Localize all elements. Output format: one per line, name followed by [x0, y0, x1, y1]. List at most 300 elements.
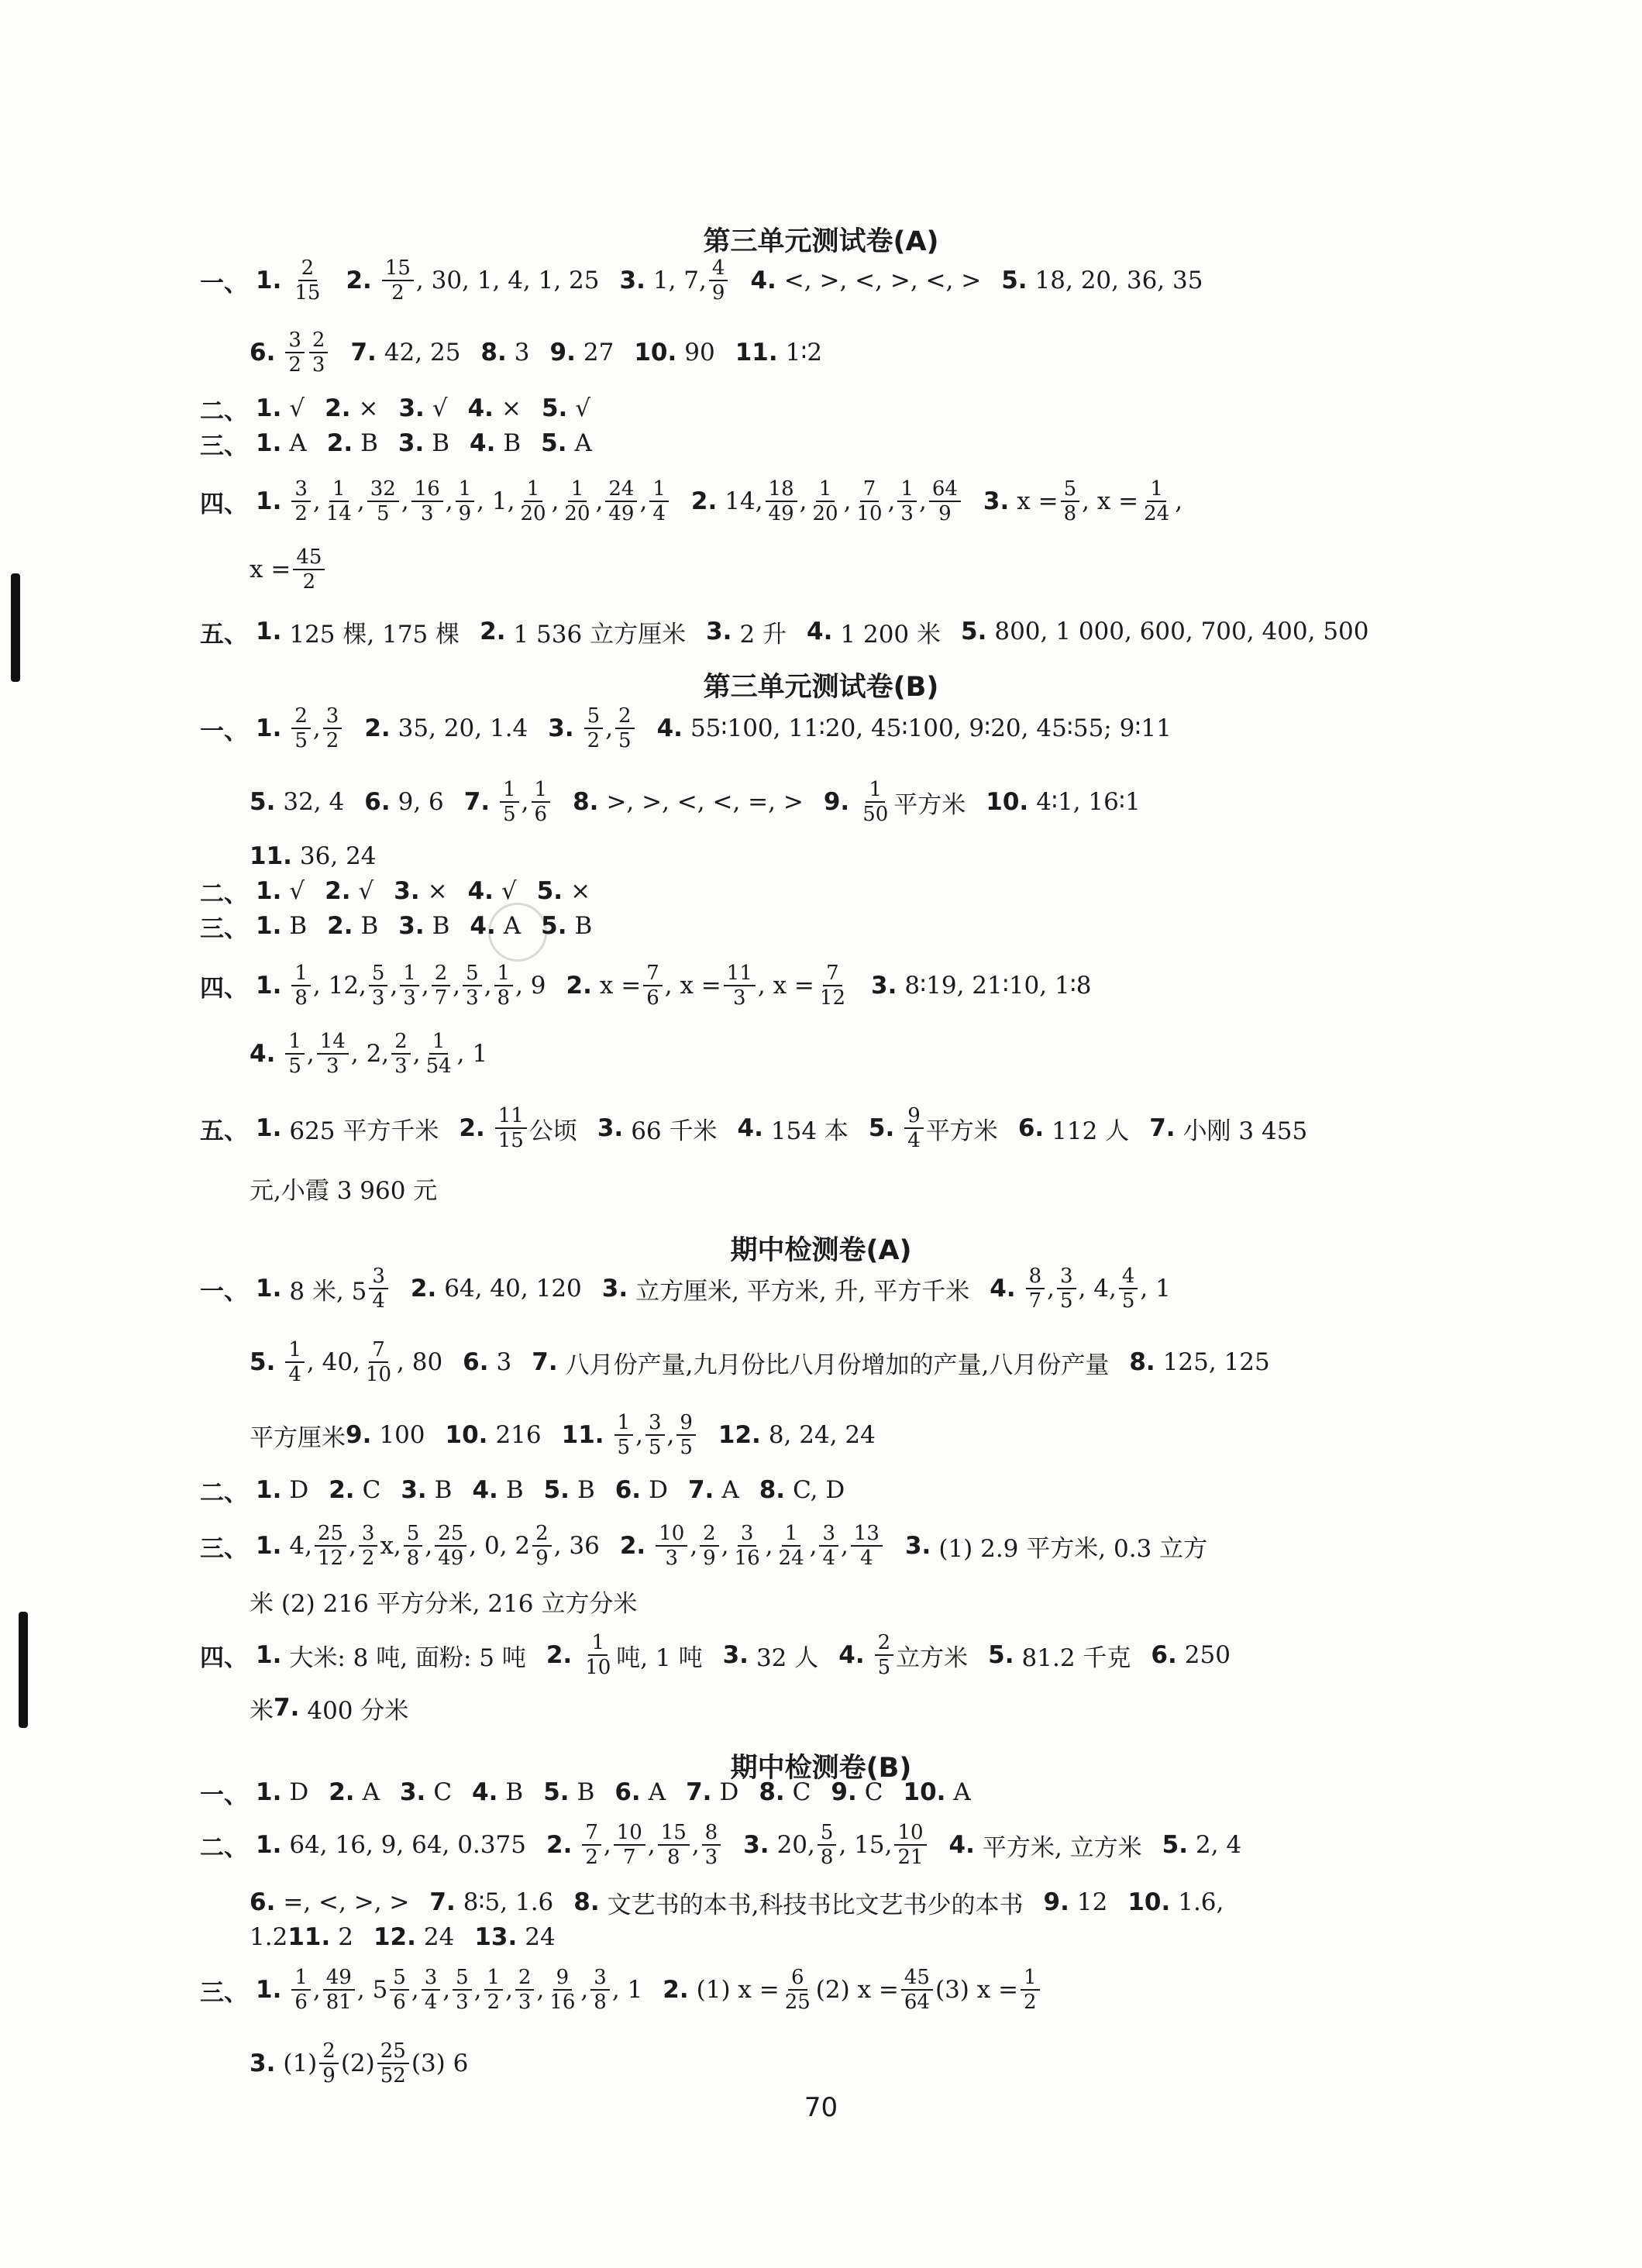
question-number: 3.	[706, 618, 732, 645]
fraction	[400, 962, 419, 1010]
part-label: 五、	[200, 620, 248, 649]
fraction	[894, 1821, 926, 1869]
question-number: 2.	[329, 1476, 355, 1504]
fraction	[700, 1522, 719, 1570]
question-number: 1.	[256, 972, 282, 1000]
fraction-denominator: 12	[819, 986, 845, 1010]
question-number: 3.	[398, 429, 425, 457]
fraction	[582, 1821, 601, 1869]
answer-text: (1) 2.9 平方米, 0.3 立方	[938, 1534, 1208, 1563]
fraction-denominator: 24	[1144, 502, 1170, 525]
answer-line	[200, 1463, 845, 1517]
question-number: 8.	[759, 1778, 785, 1806]
answer-text: ,	[690, 1532, 698, 1560]
fraction	[676, 1411, 696, 1459]
question-number: 3.	[398, 912, 425, 940]
fraction-denominator: 7	[1028, 1289, 1042, 1313]
fraction-numerator: 9	[904, 1104, 924, 1129]
answer-text: , 1,	[477, 487, 515, 515]
fraction-denominator: 4	[907, 1129, 921, 1152]
part-label: 四、	[200, 1643, 248, 1672]
answer-text: 公顷	[528, 1117, 577, 1145]
question-number: 1.	[256, 1976, 282, 2004]
fraction-numerator: 1	[285, 1030, 305, 1055]
fraction-numerator: 3	[422, 1966, 441, 1991]
fraction-numerator: 2	[391, 1030, 411, 1055]
question-number: 1.	[256, 394, 282, 422]
fraction-numerator: 15	[382, 256, 414, 281]
fraction-denominator: 8	[294, 986, 308, 1010]
fraction-denominator: 2	[325, 729, 339, 752]
fraction-numerator: 14	[317, 1030, 349, 1055]
fraction	[875, 1631, 894, 1679]
fraction	[319, 2039, 339, 2087]
fraction	[363, 1338, 394, 1386]
fraction-numerator: 1	[568, 477, 587, 502]
question-number: 2.	[325, 877, 351, 905]
answer-text: 米	[250, 1696, 274, 1725]
question-number: 5.	[536, 877, 563, 905]
answer-text: , 5	[356, 1976, 388, 2004]
fraction-denominator: 3	[326, 1055, 339, 1078]
answer-text: x =	[1017, 487, 1059, 515]
fraction-denominator: 3	[900, 502, 914, 525]
fraction-denominator: 4	[372, 1289, 385, 1313]
question-number: 7.	[1149, 1114, 1176, 1142]
answer-text: >, >, <, <, =, >	[606, 788, 804, 816]
fraction-denominator: 9	[322, 2064, 336, 2087]
part-label: 一、	[200, 1277, 248, 1306]
answer-text: 64, 16, 9, 64, 0.375	[289, 1831, 526, 1859]
fraction-denominator: 10	[365, 1363, 392, 1386]
fraction	[851, 1522, 883, 1570]
part-label: 三、	[200, 914, 248, 943]
part-label: 一、	[200, 717, 248, 745]
fraction-numerator: 16	[411, 477, 443, 502]
fraction	[1119, 1265, 1138, 1313]
answer-text: ×	[501, 394, 522, 422]
fraction-denominator: 4	[288, 1363, 301, 1386]
fraction	[390, 1966, 409, 2014]
answer-text: 1, 7,	[652, 267, 707, 294]
fraction	[614, 1411, 634, 1459]
fraction-denominator: 5	[503, 803, 516, 826]
question-number: 3.	[250, 2049, 276, 2077]
fraction-numerator: 1	[484, 1966, 504, 1991]
answer-line	[200, 1101, 1307, 1155]
fraction	[582, 1631, 614, 1679]
fraction-numerator: 3	[369, 1265, 388, 1289]
fraction	[532, 1522, 552, 1570]
answer-text: 1 536 立方厘米	[513, 620, 687, 649]
fraction-numerator: 1	[291, 1966, 311, 1991]
question-number: 3.	[743, 1831, 769, 1859]
fraction	[285, 329, 305, 377]
answer-text: ,	[505, 1976, 513, 2004]
answer-text: , 2,	[350, 1040, 390, 1068]
fraction-numerator: 25	[435, 1522, 466, 1547]
fraction-denominator: 16	[734, 1547, 760, 1570]
question-number: 3.	[401, 1476, 427, 1504]
question-number: 11.	[250, 842, 292, 870]
part-label: 三、	[200, 432, 248, 460]
question-number: 6.	[1017, 1114, 1045, 1142]
answer-line	[250, 2036, 468, 2091]
fraction-numerator: 2	[432, 962, 451, 986]
answer-line	[250, 1910, 556, 1964]
answer-text: ,	[721, 1532, 729, 1560]
answer-text: 平方米	[893, 790, 966, 819]
page-number: 70	[804, 2092, 838, 2123]
answer-text: 20,	[776, 1831, 815, 1859]
fraction-denominator: 5	[877, 1656, 891, 1679]
scan-mark-bottom	[19, 1612, 28, 1728]
fraction-numerator: 7	[823, 962, 842, 986]
question-number: 5.	[250, 1348, 276, 1376]
question-number: 4.	[467, 877, 494, 905]
answer-text: 8∶19, 21∶10, 1∶8	[904, 972, 1092, 1000]
fraction-denominator: 5	[294, 729, 308, 752]
answer-text: 12	[1076, 1888, 1108, 1916]
fraction-numerator: 1	[782, 1522, 801, 1547]
fraction-numerator: 1	[494, 962, 514, 986]
answer-text: ,	[603, 1831, 611, 1859]
fraction-numerator: 10	[614, 1821, 645, 1846]
fraction-denominator: 9	[458, 502, 472, 525]
question-number: 2.	[346, 267, 372, 294]
fraction-numerator: 1	[400, 962, 419, 986]
answer-text: , x =	[757, 972, 814, 1000]
question-number: 4.	[750, 267, 776, 294]
answer-text: , 1	[1140, 1275, 1171, 1303]
answer-text: ,	[1175, 487, 1183, 515]
question-number: 7.	[686, 1778, 712, 1806]
question-number: 7.	[274, 1694, 300, 1722]
question-number: 11.	[561, 1421, 604, 1449]
fraction-numerator: 1	[500, 778, 519, 803]
fraction	[590, 1966, 610, 2014]
answer-text: 625 平方千米	[289, 1117, 439, 1145]
part-label: 二、	[200, 397, 248, 425]
fraction-denominator: 10	[585, 1656, 611, 1679]
answer-text: ,	[691, 1831, 700, 1859]
answer-line	[200, 701, 1172, 755]
fraction	[561, 477, 593, 525]
fraction	[359, 1522, 378, 1570]
fraction-denominator: 3	[733, 986, 746, 1010]
question-number: 2.	[546, 1831, 573, 1859]
question-number: 4.	[990, 1275, 1016, 1303]
fraction-numerator: 1	[456, 477, 475, 502]
answer-text: 800, 1 000, 600, 700, 400, 500	[994, 618, 1369, 645]
section-title: 第三单元测试卷(B)	[703, 672, 939, 703]
answer-text: , 1	[611, 1976, 643, 2004]
question-number: 4.	[948, 1831, 975, 1859]
question-number: 6.	[250, 1888, 276, 1916]
fraction-denominator: 8	[594, 1991, 607, 2014]
part-label: 一、	[200, 1781, 248, 1809]
question-number: 3.	[722, 1641, 749, 1669]
fraction-denominator: 5	[376, 502, 390, 525]
question-number: 5.	[961, 618, 987, 645]
fraction-denominator: 5	[618, 729, 632, 752]
fraction-denominator: 49	[608, 502, 635, 525]
fraction	[766, 477, 797, 525]
answer-text: , 80	[397, 1348, 443, 1376]
fraction	[463, 962, 482, 1010]
question-number: 6.	[614, 1778, 641, 1806]
part-label: 二、	[200, 1478, 248, 1507]
answer-text: 2, 4	[1195, 1831, 1242, 1859]
fraction-numerator: 2	[291, 704, 311, 729]
fraction-denominator: 3	[394, 1055, 408, 1078]
answer-text: ,	[551, 487, 559, 515]
question-number: 3.	[394, 877, 420, 905]
fraction-numerator: 3	[819, 1522, 838, 1547]
fraction	[904, 1104, 924, 1152]
part-label: 四、	[200, 974, 248, 1003]
answer-line	[200, 1963, 1042, 2017]
answer-text: <, >, <, >, <, >	[783, 267, 982, 294]
fraction-numerator: 25	[377, 2039, 409, 2064]
answer-text: 42, 25	[384, 339, 461, 367]
answer-text: 4,	[289, 1532, 312, 1560]
answer-text: √	[575, 394, 591, 422]
fraction-denominator: 81	[325, 1991, 352, 2014]
question-number: 12.	[373, 1923, 416, 1951]
fraction-denominator: 8	[666, 1846, 680, 1869]
fraction-denominator: 7	[623, 1846, 636, 1869]
answer-text: ,	[765, 1532, 773, 1560]
question-number: 2.	[329, 1778, 355, 1806]
fraction-denominator: 7	[434, 986, 448, 1010]
fraction-numerator: 3	[359, 1522, 378, 1547]
fraction-numerator: 3	[738, 1522, 757, 1547]
question-number: 2.	[566, 972, 592, 1000]
fraction-numerator: 9	[553, 1966, 573, 1991]
answer-text: 90	[684, 339, 715, 367]
question-number: 8.	[480, 339, 507, 367]
fraction	[859, 778, 891, 826]
answer-text: 24	[423, 1923, 455, 1951]
fraction	[435, 1522, 466, 1570]
fraction	[649, 477, 669, 525]
answer-text: B	[505, 1778, 524, 1806]
fraction	[810, 477, 842, 525]
fraction-denominator: 5	[617, 1436, 631, 1459]
question-number: 10.	[445, 1421, 488, 1449]
answer-line	[200, 1818, 1241, 1872]
fraction	[484, 1966, 504, 2014]
answer-text: 35, 20, 1.4	[398, 714, 528, 742]
answer-text: (1) x =	[696, 1976, 780, 2004]
fraction-denominator: 6	[646, 986, 659, 1010]
fraction	[495, 1104, 527, 1152]
fraction-denominator: 2	[361, 1547, 375, 1570]
question-number: 9.	[346, 1421, 372, 1449]
question-number: 12.	[718, 1421, 761, 1449]
answer-text: B	[434, 1476, 453, 1504]
answer-text: 216	[495, 1421, 542, 1449]
question-number: 9.	[831, 1778, 857, 1806]
fraction-denominator: 3	[704, 1846, 718, 1869]
answer-text: 55∶100, 11∶20, 45∶100, 9∶20, 45∶55; 9∶11	[690, 714, 1172, 742]
fraction-numerator: 3	[590, 1966, 610, 1991]
answer-text: (3) 6	[411, 2049, 469, 2077]
fraction-numerator: 8	[702, 1821, 721, 1846]
question-number: 7.	[532, 1348, 558, 1376]
answer-line	[200, 1261, 1171, 1316]
fraction-numerator: 49	[323, 1966, 355, 1991]
fraction-numerator: 3	[323, 704, 343, 729]
question-number: 4.	[467, 394, 494, 422]
section-title: 期中检测卷(A)	[730, 1235, 912, 1266]
part-label: 四、	[200, 490, 248, 518]
fraction	[615, 704, 635, 752]
answer-line	[200, 1519, 1207, 1573]
fraction-numerator: 5	[584, 704, 604, 729]
fraction-denominator: 20	[520, 502, 546, 525]
fraction-denominator: 8	[497, 986, 511, 1010]
answer-text: 66 千米	[631, 1117, 718, 1145]
fraction-denominator: 15	[497, 1129, 524, 1152]
answer-text: 八月份产量,九月份比八月份增加的产量,八月份产量	[565, 1351, 1110, 1379]
part-label: 一、	[200, 269, 248, 298]
answer-text: ,	[1047, 1275, 1055, 1303]
fraction	[291, 256, 323, 305]
question-number: 1.	[256, 429, 282, 457]
fraction	[411, 477, 443, 525]
fraction-numerator: 1	[816, 477, 835, 502]
answer-text: , 40,	[306, 1348, 360, 1376]
fraction-denominator: 4	[822, 1547, 836, 1570]
fraction	[643, 962, 663, 1010]
answer-text: ,	[799, 487, 807, 515]
fraction-numerator: 5	[453, 1966, 472, 1991]
answer-text: ×	[427, 877, 448, 905]
answer-text: ,	[306, 1040, 315, 1068]
question-number: 1.	[256, 1275, 282, 1303]
question-number: 2.	[327, 912, 353, 940]
fraction-denominator: 3	[312, 353, 325, 377]
question-number: 1.	[256, 1831, 282, 1859]
answer-text: ,	[666, 1421, 675, 1449]
fraction-numerator: 1	[614, 1411, 634, 1436]
fraction-numerator: 45	[901, 1966, 933, 1991]
fraction-numerator: 2	[532, 1522, 552, 1547]
answer-text: B	[577, 1778, 595, 1806]
answer-text: ,	[536, 1976, 545, 2004]
fraction-denominator: 24	[778, 1547, 804, 1570]
question-number: 7.	[429, 1888, 456, 1916]
fraction-denominator: 20	[564, 502, 590, 525]
fraction	[404, 1522, 423, 1570]
fraction-numerator: 64	[929, 477, 961, 502]
question-number: 10.	[903, 1778, 946, 1806]
question-number: 4.	[250, 1040, 276, 1068]
answer-text: ,	[843, 487, 852, 515]
fraction-denominator: 2	[302, 570, 316, 594]
fraction-numerator: 2	[515, 1966, 535, 1991]
answer-text: ,	[356, 487, 365, 515]
answer-text: , 36	[553, 1532, 600, 1560]
fraction	[1021, 1966, 1040, 2014]
question-number: 4.	[470, 912, 496, 940]
answer-text: B	[432, 429, 450, 457]
fraction	[317, 1030, 349, 1078]
question-number: 3.	[548, 714, 574, 742]
answer-text: ,	[595, 487, 604, 515]
fraction-denominator: 5	[1060, 1289, 1073, 1313]
fraction-numerator: 7	[643, 962, 663, 986]
answer-text: ,	[580, 1976, 589, 2004]
fraction-numerator: 25	[315, 1522, 346, 1547]
answer-text: 米 (2) 216 平方分米, 216 立方分米	[250, 1589, 638, 1618]
question-number: 5.	[541, 429, 567, 457]
answer-line	[250, 775, 1141, 829]
question-number: 5.	[1001, 267, 1028, 294]
answer-text: ,	[421, 972, 429, 1000]
answer-text: , 30, 1, 4, 1, 25	[415, 267, 600, 294]
part-label: 二、	[200, 879, 248, 908]
answer-text: 100	[379, 1421, 425, 1449]
fraction-numerator: 10	[894, 1821, 926, 1846]
answer-line	[250, 1335, 1270, 1389]
question-number: 2.	[546, 1641, 573, 1669]
fraction	[291, 962, 311, 1010]
fraction-denominator: 2	[294, 502, 308, 525]
fraction	[391, 1030, 411, 1078]
answer-text: ×	[570, 877, 591, 905]
question-number: 5.	[868, 1114, 895, 1142]
fraction	[1141, 477, 1172, 525]
question-number: 2.	[619, 1532, 646, 1560]
question-number: 3.	[399, 1778, 426, 1806]
answer-text: , 0, 2	[469, 1532, 531, 1560]
answer-text: A	[362, 1778, 380, 1806]
fraction	[453, 1966, 472, 2014]
question-number: 6.	[364, 788, 391, 816]
fraction-numerator: 1	[285, 1338, 305, 1363]
question-number: 6.	[250, 339, 276, 367]
answer-text: (2) x =	[815, 1976, 899, 2004]
question-number: 8.	[573, 1888, 600, 1916]
fraction	[818, 1821, 837, 1869]
answer-line	[200, 604, 1369, 659]
answer-text: 平方米	[925, 1117, 998, 1145]
question-number: 1.	[256, 487, 282, 515]
question-number: 3.	[597, 1114, 624, 1142]
answer-text: 64, 40, 120	[444, 1275, 582, 1303]
answer-text: B	[360, 429, 378, 457]
fraction	[1026, 1265, 1045, 1313]
answer-text: (1)	[283, 2049, 318, 2077]
question-number: 5.	[543, 1476, 570, 1504]
fraction	[423, 1030, 455, 1078]
fraction	[285, 1030, 305, 1078]
fraction-numerator: 15	[658, 1821, 690, 1846]
fraction-numerator: 2	[700, 1522, 719, 1547]
answer-text: 112 人	[1052, 1117, 1130, 1145]
question-number: 9.	[1043, 1888, 1069, 1916]
part-label: 二、	[200, 1833, 248, 1862]
fraction-numerator: 1	[329, 477, 349, 502]
fraction-numerator: 24	[605, 477, 637, 502]
fraction-numerator: 1	[291, 962, 311, 986]
fraction	[377, 2039, 409, 2087]
answer-text: =, <, >, >	[283, 1888, 410, 1916]
question-number: 2.	[459, 1114, 485, 1142]
